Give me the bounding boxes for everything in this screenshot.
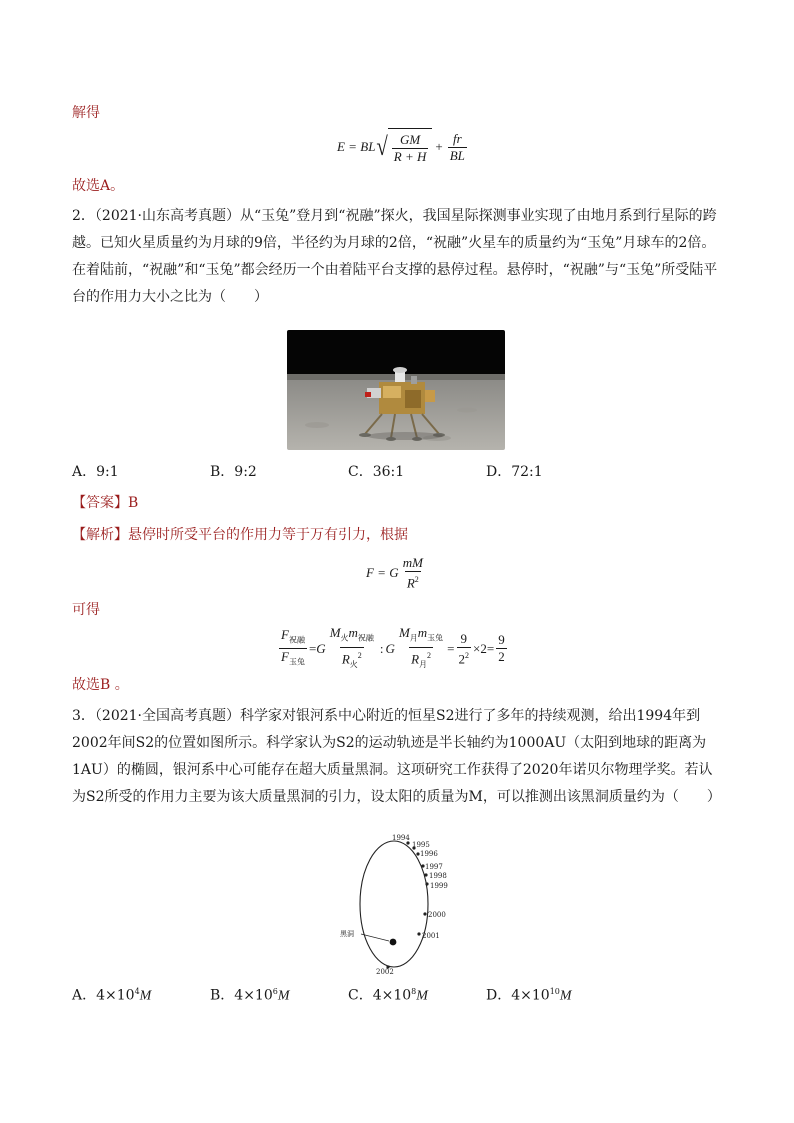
q3-option-d[interactable]	[486, 982, 572, 1007]
f2-times: ×2	[473, 640, 487, 656]
emf-formula	[337, 128, 469, 166]
dot-2001	[417, 932, 420, 935]
f2-b-m1: M	[398, 625, 410, 640]
dot-2000	[423, 912, 426, 915]
label-2001: 2001	[422, 932, 440, 940]
f2-a-m2: m	[348, 625, 358, 640]
q3-a-exp: 4	[134, 987, 140, 996]
analysis-text: 悬停时所受平台的作用力等于万有引力，根据	[128, 527, 408, 543]
f2-lhs-num-sub: 祝融	[288, 635, 305, 645]
q3-c-unit: M	[416, 988, 428, 1004]
f1-den-r: R	[406, 575, 415, 591]
f2-eq3: =	[486, 640, 495, 656]
analysis-tag: 【解析】	[72, 527, 128, 543]
s2-orbit-diagram	[330, 830, 460, 975]
q3-c-prefix: C．	[348, 987, 373, 1004]
solve-label: 解得	[72, 105, 100, 121]
q3-stem: 3．（2021·全国高考真题）科学家对银河系中心附近的恒星S2进行了多年的持续观测，给出1994年到2002年间S2的位置如图所示。科学家认为S2的运动轨迹是半长轴约为1000AU（太阳到地球的距离为1AU）的椭圆，银河系中心可能存在超大质量黑洞。这项研究工作获得了2020年诺贝尔物理学奖。若认为S2所受的作用力主要为该大质量黑洞的引力，设太阳的质量为M，可以推测出该黑洞质量约为（ ）	[72, 708, 721, 805]
f2-a-r-exp: 2	[357, 650, 362, 660]
f2-c-den-v: 2	[458, 650, 466, 666]
f2-lhs-den	[279, 648, 307, 670]
f1-fraction	[401, 556, 425, 590]
f2-c-den-exp: 2	[465, 650, 470, 660]
f2-a-num	[328, 626, 376, 647]
f2-b-r-exp: 2	[427, 650, 432, 660]
q2-option-c[interactable]: C．36:1	[348, 464, 405, 480]
radical-sign: √	[376, 132, 389, 161]
then-label: 可得	[72, 602, 100, 618]
f2-b-r: R	[411, 650, 420, 666]
lunar-lander-photo	[287, 330, 505, 450]
q3-a-prefix: A．	[72, 987, 97, 1004]
f2-a-m1: M	[329, 625, 341, 640]
f1-g: G	[389, 565, 399, 581]
f2-b-m1-sub: 月	[409, 633, 418, 643]
label-2000: 2000	[428, 911, 446, 919]
fr-den: BL	[449, 147, 465, 163]
f2-c-den	[457, 647, 472, 666]
f2-a-frac	[328, 626, 376, 672]
f2-a-r-sub: 火	[349, 659, 358, 669]
f2-lhs-den-sub: 玉兔	[288, 657, 305, 667]
q3-b-base: 4×10	[234, 987, 273, 1004]
q3-d-prefix: D．	[486, 987, 512, 1004]
q3-d-exp: 10	[549, 987, 560, 996]
dot-1999	[425, 882, 428, 885]
black-hole-dot	[390, 939, 397, 946]
f2-a-den	[340, 647, 364, 672]
q2-stem: 2．（2021·山东高考真题）从“玉兔”登月到“祝融”探火，我国星际探测事业实现了由地月系到行星际的跨越。已知火星质量约为月球的9倍，半径约为月球的2倍，“祝融”火星车的质量约为“玉兔”月球车的2倍。在着陆前，“祝融”和“玉兔”都会经历一个由着陆平台支撑的悬停过程。悬停时，“祝融”与“玉兔”所受陆平台的作用力大小之比为（ ）	[72, 208, 718, 305]
prev-answer: 故选A。	[72, 178, 125, 194]
f2-a-m1-sub: 火	[340, 633, 349, 643]
f2-d-num: 9	[498, 632, 505, 648]
f2-colon: :	[379, 640, 384, 656]
sqrt-fraction	[392, 133, 429, 164]
f2-c-frac	[457, 632, 472, 666]
q3-option-a[interactable]	[72, 982, 151, 1007]
lunar-lander-photo-svg	[287, 330, 505, 450]
formula-e: E	[337, 139, 345, 154]
f1-den	[405, 571, 421, 590]
f2-b-m2-sub: 玉兔	[427, 633, 444, 643]
q3-a-unit: M	[139, 988, 152, 1004]
f2-eq: =	[308, 640, 317, 656]
f2-b-m2: m	[417, 625, 428, 640]
label-1996: 1996	[420, 850, 438, 858]
orbit-ellipse	[360, 841, 428, 967]
f1-eq: =	[377, 565, 386, 581]
radical-body	[388, 128, 433, 166]
f2-d-den: 2	[498, 649, 505, 665]
label-1997: 1997	[425, 863, 443, 871]
q2-answer-line	[72, 493, 138, 513]
f1-num: mM	[402, 555, 423, 570]
q3-b-prefix: B．	[210, 987, 235, 1004]
q3-b-exp: 6	[272, 987, 278, 996]
answer-value: B	[128, 495, 139, 511]
f2-a-r: R	[341, 650, 350, 666]
q2-option-a[interactable]: A．9:1	[72, 464, 119, 480]
f2-b-num	[397, 626, 445, 647]
sqrt-term	[375, 128, 432, 166]
f2-b-r-sub: 月	[419, 659, 428, 669]
q2-conclusion: 故选B 。	[72, 677, 129, 693]
q3-d-unit: M	[559, 988, 572, 1004]
label-blackhole: 黑洞	[340, 930, 354, 938]
label-1995: 1995	[412, 841, 430, 849]
q3-a-base: 4×10	[96, 987, 135, 1004]
formula-bl: BL	[360, 139, 376, 154]
formula-eq: =	[348, 139, 357, 154]
f2-b-frac	[397, 626, 445, 672]
q2-analysis-line	[72, 525, 408, 545]
fr-fraction	[448, 132, 467, 163]
sqrt-num: GM	[399, 132, 421, 147]
f2-b-den	[409, 647, 433, 672]
f2-d-frac	[496, 633, 507, 664]
f2-g1: G	[316, 640, 326, 656]
f2-g2: G	[385, 640, 395, 656]
formula-plus: +	[435, 139, 443, 154]
q3-b-unit: M	[277, 988, 290, 1004]
q3-c-exp: 8	[411, 987, 417, 996]
f2-lhs-frac	[279, 628, 307, 670]
dot-1998	[424, 873, 427, 876]
fr-num: fr	[452, 130, 462, 146]
s2-orbit-svg	[330, 830, 460, 975]
f2-lhs-num	[279, 628, 307, 649]
q3-c-base: 4×10	[372, 987, 412, 1004]
ratio-formula	[277, 626, 509, 672]
f1-den-exp: 2	[414, 575, 419, 584]
label-1998: 1998	[429, 872, 447, 880]
q3-option-c[interactable]	[348, 982, 428, 1007]
label-2002: 2002	[376, 968, 394, 975]
f2-lhs-den-f: F	[281, 649, 289, 665]
label-1999: 1999	[430, 882, 448, 890]
f2-eq2: =	[447, 640, 455, 656]
q3-option-b[interactable]	[210, 982, 290, 1007]
q3-d-base: 4×10	[511, 987, 550, 1004]
f2-c-num: 9	[460, 630, 468, 646]
gravity-formula	[366, 556, 427, 590]
f1-lhs: F	[366, 565, 374, 581]
label-1994: 1994	[392, 834, 410, 842]
f2-lhs-num-f: F	[281, 626, 289, 642]
sqrt-den: R + H	[393, 149, 427, 164]
f2-a-m2-sub: 祝融	[357, 633, 374, 643]
answer-tag: 【答案】	[72, 495, 128, 511]
q2-option-d[interactable]: D．72:1	[486, 464, 543, 480]
q2-option-b[interactable]: B．9:2	[210, 464, 257, 480]
